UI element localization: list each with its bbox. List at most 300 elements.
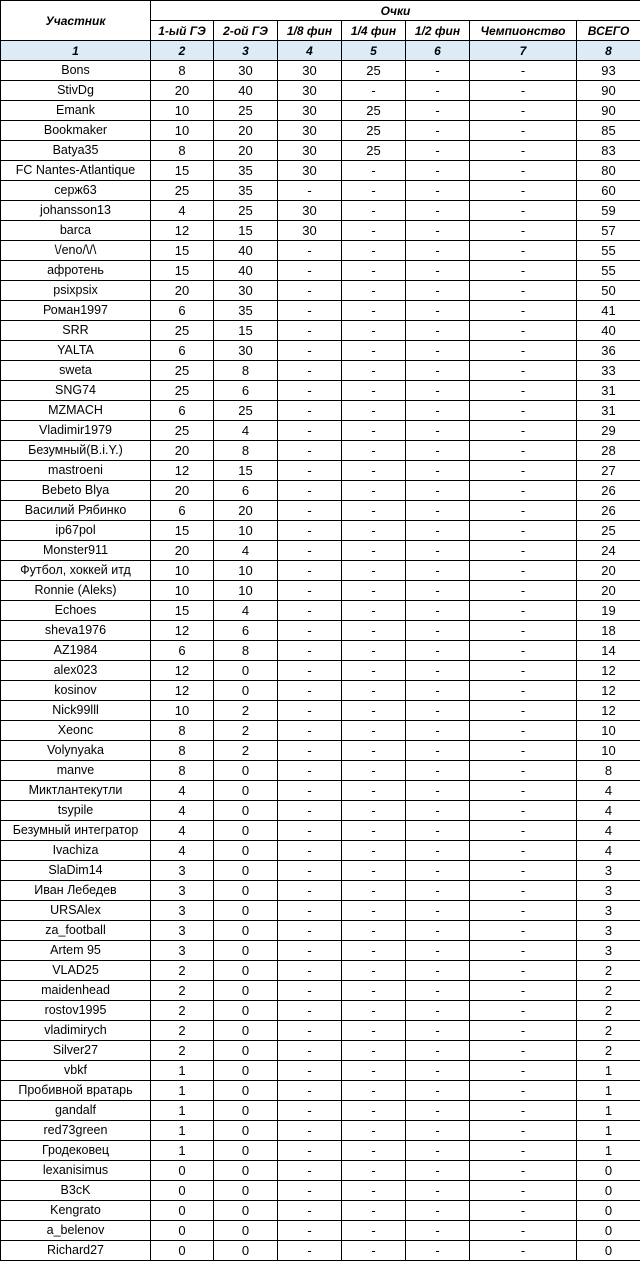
quarterfinal-points: - <box>342 821 406 841</box>
championship-points: - <box>470 121 577 141</box>
participant-name: Bebeto Blya <box>1 481 151 501</box>
quarterfinal-points: - <box>342 1141 406 1161</box>
quarterfinal-points: - <box>342 641 406 661</box>
group-stage-1-points: 8 <box>151 761 214 781</box>
championship-points: - <box>470 521 577 541</box>
column-header: 1-ый ГЭ <box>151 21 214 41</box>
group-stage-1-points: 1 <box>151 1141 214 1161</box>
quarterfinal-points: - <box>342 1001 406 1021</box>
quarterfinal-points: - <box>342 461 406 481</box>
group-stage-1-points: 1 <box>151 1121 214 1141</box>
participant-name: Bons <box>1 61 151 81</box>
championship-points: - <box>470 221 577 241</box>
round-of-16-points: - <box>278 1021 342 1041</box>
table-row <box>1 821 640 841</box>
table-row <box>1 1201 640 1221</box>
table-row <box>1 261 640 281</box>
quarterfinal-points: - <box>342 881 406 901</box>
total-points: 90 <box>577 101 640 121</box>
quarterfinal-points: - <box>342 1241 406 1261</box>
table-row <box>1 1161 640 1181</box>
championship-points: - <box>470 281 577 301</box>
semifinal-points: - <box>406 961 470 981</box>
table-row <box>1 801 640 821</box>
quarterfinal-points: - <box>342 941 406 961</box>
championship-points: - <box>470 161 577 181</box>
column-number: 7 <box>470 41 577 61</box>
participant-name: Vladimir1979 <box>1 421 151 441</box>
semifinal-points: - <box>406 821 470 841</box>
total-points: 55 <box>577 261 640 281</box>
round-of-16-points: - <box>278 601 342 621</box>
championship-points: - <box>470 1061 577 1081</box>
table-row <box>1 1061 640 1081</box>
semifinal-points: - <box>406 861 470 881</box>
quarterfinal-points: - <box>342 201 406 221</box>
round-of-16-points: - <box>278 401 342 421</box>
championship-points: - <box>470 1181 577 1201</box>
round-of-16-points: - <box>278 681 342 701</box>
championship-points: - <box>470 641 577 661</box>
group-stage-1-points: 20 <box>151 541 214 561</box>
total-points: 85 <box>577 121 640 141</box>
total-points: 8 <box>577 761 640 781</box>
group-stage-1-points: 6 <box>151 401 214 421</box>
participant-name: manve <box>1 761 151 781</box>
table-row <box>1 461 640 481</box>
quarterfinal-points: - <box>342 81 406 101</box>
round-of-16-points: - <box>278 501 342 521</box>
semifinal-points: - <box>406 61 470 81</box>
championship-points: - <box>470 1141 577 1161</box>
column-header: 2-ой ГЭ <box>214 21 278 41</box>
round-of-16-points: - <box>278 861 342 881</box>
group-stage-1-points: 8 <box>151 141 214 161</box>
participant-name: ip67pol <box>1 521 151 541</box>
group-stage-2-points: 0 <box>214 1121 278 1141</box>
championship-points: - <box>470 841 577 861</box>
table-row <box>1 1041 640 1061</box>
table-row <box>1 501 640 521</box>
column-number: 1 <box>1 41 151 61</box>
participant-name: Echoes <box>1 601 151 621</box>
total-points: 2 <box>577 1001 640 1021</box>
round-of-16-points: - <box>278 241 342 261</box>
round-of-16-points: - <box>278 1081 342 1101</box>
quarterfinal-points: - <box>342 181 406 201</box>
quarterfinal-points: - <box>342 741 406 761</box>
semifinal-points: - <box>406 921 470 941</box>
quarterfinal-points: 25 <box>342 61 406 81</box>
table-row <box>1 101 640 121</box>
table-row <box>1 781 640 801</box>
championship-points: - <box>470 861 577 881</box>
total-points: 50 <box>577 281 640 301</box>
group-stage-1-points: 4 <box>151 201 214 221</box>
participant-name: B3cK <box>1 1181 151 1201</box>
quarterfinal-points: - <box>342 981 406 1001</box>
total-points: 4 <box>577 821 640 841</box>
championship-points: - <box>470 621 577 641</box>
semifinal-points: - <box>406 421 470 441</box>
semifinal-points: - <box>406 681 470 701</box>
table-row <box>1 581 640 601</box>
participant-name: Emank <box>1 101 151 121</box>
semifinal-points: - <box>406 121 470 141</box>
total-points: 1 <box>577 1101 640 1121</box>
group-stage-1-points: 1 <box>151 1081 214 1101</box>
table-row <box>1 961 640 981</box>
round-of-16-points: - <box>278 1061 342 1081</box>
group-stage-2-points: 35 <box>214 161 278 181</box>
total-points: 80 <box>577 161 640 181</box>
group-stage-2-points: 35 <box>214 301 278 321</box>
table-row <box>1 81 640 101</box>
table-row <box>1 141 640 161</box>
quarterfinal-points: - <box>342 921 406 941</box>
group-stage-1-points: 10 <box>151 581 214 601</box>
championship-points: - <box>470 181 577 201</box>
round-of-16-points: - <box>278 481 342 501</box>
group-stage-2-points: 2 <box>214 721 278 741</box>
participant-name: gandalf <box>1 1101 151 1121</box>
total-points: 83 <box>577 141 640 161</box>
group-stage-1-points: 0 <box>151 1181 214 1201</box>
quarterfinal-points: - <box>342 621 406 641</box>
participant-name: rostov1995 <box>1 1001 151 1021</box>
participant-name: vbkf <box>1 1061 151 1081</box>
group-stage-1-points: 4 <box>151 821 214 841</box>
semifinal-points: - <box>406 901 470 921</box>
total-points: 4 <box>577 841 640 861</box>
group-stage-1-points: 12 <box>151 621 214 641</box>
total-points: 36 <box>577 341 640 361</box>
championship-points: - <box>470 601 577 621</box>
round-of-16-points: - <box>278 1161 342 1181</box>
semifinal-points: - <box>406 1041 470 1061</box>
group-stage-1-points: 12 <box>151 461 214 481</box>
quarterfinal-points: - <box>342 901 406 921</box>
quarterfinal-points: - <box>342 261 406 281</box>
semifinal-points: - <box>406 1241 470 1261</box>
quarterfinal-points: - <box>342 861 406 881</box>
table-row <box>1 481 640 501</box>
quarterfinal-points: - <box>342 1041 406 1061</box>
participant-name: red73green <box>1 1121 151 1141</box>
quarterfinal-points: - <box>342 661 406 681</box>
quarterfinal-points: - <box>342 701 406 721</box>
participant-name: sweta <box>1 361 151 381</box>
quarterfinal-points: - <box>342 421 406 441</box>
table-row <box>1 381 640 401</box>
group-stage-2-points: 0 <box>214 1221 278 1241</box>
table-row <box>1 441 640 461</box>
quarterfinal-points: - <box>342 1161 406 1181</box>
semifinal-points: - <box>406 641 470 661</box>
group-stage-2-points: 0 <box>214 821 278 841</box>
championship-points: - <box>470 61 577 81</box>
participant-name: VLAD25 <box>1 961 151 981</box>
table-row <box>1 521 640 541</box>
championship-points: - <box>470 581 577 601</box>
quarterfinal-points: - <box>342 1181 406 1201</box>
semifinal-points: - <box>406 181 470 201</box>
round-of-16-points: - <box>278 1241 342 1261</box>
participant-name: Ronnie (Aleks) <box>1 581 151 601</box>
participant-name: barca <box>1 221 151 241</box>
group-stage-1-points: 25 <box>151 181 214 201</box>
total-points: 93 <box>577 61 640 81</box>
quarterfinal-points: - <box>342 1201 406 1221</box>
round-of-16-points: - <box>278 741 342 761</box>
participant-name: Гродековец <box>1 1141 151 1161</box>
group-stage-2-points: 10 <box>214 521 278 541</box>
participant-name: Пробивной вратарь <box>1 1081 151 1101</box>
table-row <box>1 301 640 321</box>
total-points: 0 <box>577 1161 640 1181</box>
group-stage-2-points: 8 <box>214 441 278 461</box>
table-row <box>1 221 640 241</box>
championship-points: - <box>470 501 577 521</box>
total-points: 55 <box>577 241 640 261</box>
participant-name: MZMACH <box>1 401 151 421</box>
round-of-16-points: - <box>278 921 342 941</box>
round-of-16-points: - <box>278 1181 342 1201</box>
participant-name: Роман1997 <box>1 301 151 321</box>
round-of-16-points: - <box>278 1201 342 1221</box>
table-row <box>1 921 640 941</box>
quarterfinal-points: - <box>342 601 406 621</box>
total-points: 0 <box>577 1201 640 1221</box>
participant-name: Безумный интегратор <box>1 821 151 841</box>
participant-name: Monster911 <box>1 541 151 561</box>
championship-points: - <box>470 101 577 121</box>
group-stage-2-points: 15 <box>214 321 278 341</box>
participant-name: maidenhead <box>1 981 151 1001</box>
semifinal-points: - <box>406 581 470 601</box>
participant-name: SlaDim14 <box>1 861 151 881</box>
quarterfinal-points: - <box>342 301 406 321</box>
group-stage-1-points: 6 <box>151 301 214 321</box>
column-header: ВСЕГО <box>577 21 640 41</box>
group-stage-2-points: 25 <box>214 101 278 121</box>
table-row <box>1 1081 640 1101</box>
group-stage-2-points: 0 <box>214 981 278 1001</box>
round-of-16-points: - <box>278 841 342 861</box>
table-row <box>1 641 640 661</box>
group-stage-2-points: 40 <box>214 81 278 101</box>
championship-points: - <box>470 921 577 941</box>
total-points: 1 <box>577 1141 640 1161</box>
group-stage-1-points: 20 <box>151 481 214 501</box>
quarterfinal-points: - <box>342 341 406 361</box>
group-stage-2-points: 2 <box>214 741 278 761</box>
semifinal-points: - <box>406 441 470 461</box>
round-of-16-points: - <box>278 881 342 901</box>
semifinal-points: - <box>406 361 470 381</box>
semifinal-points: - <box>406 141 470 161</box>
group-stage-1-points: 0 <box>151 1241 214 1261</box>
table-row <box>1 421 640 441</box>
group-stage-2-points: 6 <box>214 621 278 641</box>
quarterfinal-points: - <box>342 241 406 261</box>
table-row <box>1 401 640 421</box>
group-stage-1-points: 12 <box>151 661 214 681</box>
group-stage-1-points: 20 <box>151 281 214 301</box>
group-stage-2-points: 6 <box>214 481 278 501</box>
table-row <box>1 1221 640 1241</box>
round-of-16-points: - <box>278 1141 342 1161</box>
round-of-16-points: 30 <box>278 101 342 121</box>
round-of-16-points: 30 <box>278 201 342 221</box>
semifinal-points: - <box>406 661 470 681</box>
group-stage-1-points: 1 <box>151 1101 214 1121</box>
column-number: 5 <box>342 41 406 61</box>
championship-points: - <box>470 661 577 681</box>
championship-points: - <box>470 761 577 781</box>
round-of-16-points: - <box>278 341 342 361</box>
championship-points: - <box>470 781 577 801</box>
round-of-16-points: - <box>278 1101 342 1121</box>
table-row <box>1 601 640 621</box>
championship-points: - <box>470 241 577 261</box>
semifinal-points: - <box>406 841 470 861</box>
round-of-16-points: 30 <box>278 121 342 141</box>
table-row <box>1 941 640 961</box>
group-stage-2-points: 15 <box>214 221 278 241</box>
group-stage-1-points: 3 <box>151 901 214 921</box>
table-row <box>1 541 640 561</box>
semifinal-points: - <box>406 541 470 561</box>
round-of-16-points: - <box>278 621 342 641</box>
group-stage-2-points: 25 <box>214 401 278 421</box>
group-stage-2-points: 30 <box>214 61 278 81</box>
round-of-16-points: - <box>278 961 342 981</box>
participant-name: URSAlex <box>1 901 151 921</box>
participant-name: kosinov <box>1 681 151 701</box>
championship-points: - <box>470 301 577 321</box>
group-stage-1-points: 25 <box>151 381 214 401</box>
semifinal-points: - <box>406 301 470 321</box>
round-of-16-points: - <box>278 321 342 341</box>
total-points: 12 <box>577 681 640 701</box>
total-points: 31 <box>577 381 640 401</box>
quarterfinal-points: - <box>342 581 406 601</box>
total-points: 4 <box>577 781 640 801</box>
group-stage-1-points: 3 <box>151 941 214 961</box>
total-points: 12 <box>577 661 640 681</box>
semifinal-points: - <box>406 101 470 121</box>
participant-name: Василий Рябинко <box>1 501 151 521</box>
group-stage-1-points: 15 <box>151 161 214 181</box>
group-stage-1-points: 8 <box>151 741 214 761</box>
participant-name: za_football <box>1 921 151 941</box>
group-stage-2-points: 0 <box>214 1241 278 1261</box>
group-stage-2-points: 0 <box>214 901 278 921</box>
quarterfinal-points: 25 <box>342 121 406 141</box>
participant-name: \/eno/\/\ <box>1 241 151 261</box>
total-points: 3 <box>577 941 640 961</box>
total-points: 3 <box>577 861 640 881</box>
group-stage-2-points: 0 <box>214 661 278 681</box>
participant-name: Миктлантекутли <box>1 781 151 801</box>
total-points: 20 <box>577 561 640 581</box>
group-stage-2-points: 0 <box>214 1081 278 1101</box>
table-row <box>1 861 640 881</box>
group-stage-1-points: 15 <box>151 241 214 261</box>
table-row <box>1 1141 640 1161</box>
quarterfinal-points: - <box>342 361 406 381</box>
quarterfinal-points: - <box>342 1081 406 1101</box>
championship-points: - <box>470 941 577 961</box>
participant-name: YALTA <box>1 341 151 361</box>
total-points: 90 <box>577 81 640 101</box>
group-stage-2-points: 0 <box>214 1161 278 1181</box>
quarterfinal-points: - <box>342 561 406 581</box>
semifinal-points: - <box>406 1081 470 1101</box>
championship-points: - <box>470 1161 577 1181</box>
quarterfinal-points: - <box>342 541 406 561</box>
participant-name: alex023 <box>1 661 151 681</box>
championship-points: - <box>470 1041 577 1061</box>
group-stage-2-points: 0 <box>214 1041 278 1061</box>
group-stage-1-points: 6 <box>151 341 214 361</box>
semifinal-points: - <box>406 1161 470 1181</box>
round-of-16-points: - <box>278 801 342 821</box>
total-points: 26 <box>577 501 640 521</box>
table-row <box>1 1101 640 1121</box>
group-stage-2-points: 0 <box>214 1141 278 1161</box>
group-stage-2-points: 0 <box>214 861 278 881</box>
semifinal-points: - <box>406 1181 470 1201</box>
championship-points: - <box>470 141 577 161</box>
semifinal-points: - <box>406 781 470 801</box>
championship-points: - <box>470 461 577 481</box>
group-stage-1-points: 12 <box>151 221 214 241</box>
quarterfinal-points: - <box>342 721 406 741</box>
total-points: 60 <box>577 181 640 201</box>
quarterfinal-points: - <box>342 441 406 461</box>
participant-name: афротень <box>1 261 151 281</box>
round-of-16-points: - <box>278 1041 342 1061</box>
group-stage-2-points: 20 <box>214 501 278 521</box>
column-header: Чемпионство <box>470 21 577 41</box>
group-stage-1-points: 20 <box>151 441 214 461</box>
round-of-16-points: - <box>278 1121 342 1141</box>
round-of-16-points: 30 <box>278 141 342 161</box>
semifinal-points: - <box>406 941 470 961</box>
semifinal-points: - <box>406 461 470 481</box>
round-of-16-points: - <box>278 381 342 401</box>
total-points: 59 <box>577 201 640 221</box>
championship-points: - <box>470 421 577 441</box>
participant-name: StivDg <box>1 81 151 101</box>
total-points: 2 <box>577 961 640 981</box>
total-points: 3 <box>577 881 640 901</box>
table-row <box>1 981 640 1001</box>
table-row <box>1 201 640 221</box>
table-row <box>1 881 640 901</box>
participant-name: Безумный(B.i.Y.) <box>1 441 151 461</box>
championship-points: - <box>470 441 577 461</box>
group-stage-2-points: 40 <box>214 241 278 261</box>
round-of-16-points: - <box>278 901 342 921</box>
group-stage-2-points: 0 <box>214 941 278 961</box>
round-of-16-points: - <box>278 721 342 741</box>
participant-name: sheva1976 <box>1 621 151 641</box>
column-number: 8 <box>577 41 640 61</box>
group-stage-1-points: 10 <box>151 121 214 141</box>
